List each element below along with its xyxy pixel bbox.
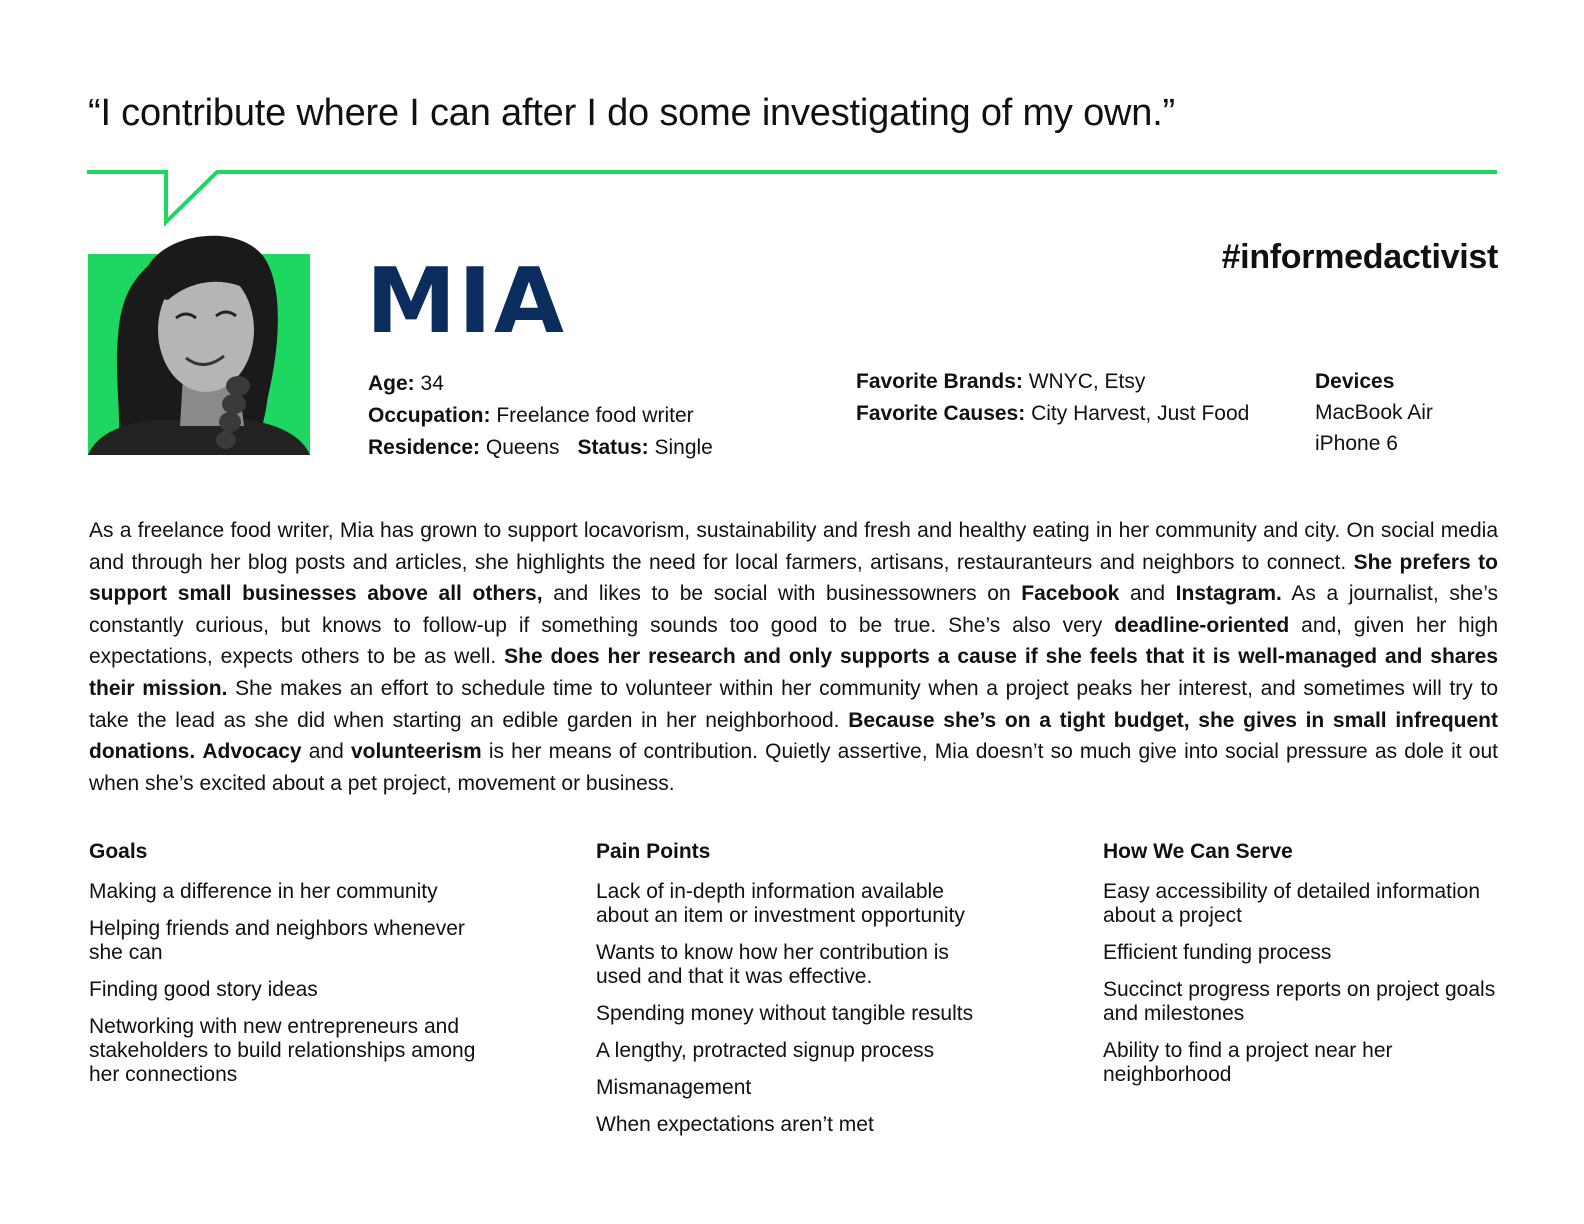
goals-list [89,880,489,1087]
list-item: Easy accessibility of detailed information about a project [1103,880,1481,927]
speech-bubble-outline [87,172,1497,222]
demographics [368,368,713,464]
bio-text: and, given her high expectations, expects others to be as well. [89,613,1499,669]
occupation-value: Freelance food writer [496,404,694,427]
bio-text: and [301,740,351,764]
list-item: Networking with new entrepreneurs and stakeholders to build relationships among her connections [89,1015,476,1086]
causes-value: City Harvest, Just Food [1031,402,1250,425]
age-row [368,368,713,400]
list-item: Wants to know how her contribution is used and that it was effective. [596,941,949,988]
causes-row [856,398,1249,430]
persona-quote: “I contribute where I can after I do some investigating of my own.” [88,92,1176,134]
age-value: 34 [420,372,444,395]
list-item: A lengthy, protracted signup process [596,1039,935,1062]
status-label: Status: [577,436,649,459]
portrait-photo [88,226,310,455]
causes-label: Favorite Causes: [856,402,1026,425]
age-label: Age: [368,372,415,395]
occupation-row [368,400,713,432]
bio-text: As a journalist, she’s constantly curious, but knows to follow-up if something sounds too good to be true. She’s also very [89,582,1498,637]
speech-bubble-line [0,0,1584,240]
persona-bio [89,515,1498,799]
residence-value: Queens [485,436,560,459]
serve-list [1103,880,1503,1087]
bio-text: As a freelance food writer, Mia has grown to support locavorism, sustainability and fresh and healthy eating in her community and city. On social media and through her blog posts and articles, she highlights the need for local farmers, artisans, restauranteurs and neighbors to connect. [89,519,1498,574]
pain-points-title: Pain Points [596,840,711,863]
bio-emphasis: She does her research and only supports a cause if she feels that it is well-managed and shares their mission. [89,645,1499,700]
pain-points-section [596,838,996,1150]
device-item: MacBook Air [1315,401,1433,424]
list-item: Lack of in-depth information available about an item or investment opportunity [596,880,965,927]
bio-text: and [1119,582,1176,606]
occupation-label: Occupation: [368,404,491,427]
bio-emphasis: deadline-oriented [1114,613,1290,637]
devices-label: Devices [1315,370,1395,393]
list-item: Succinct progress reports on project goals and milestones [1103,978,1496,1025]
list-item: Helping friends and neighbors whenever she can [89,917,465,964]
bio-text: is her means of contribution. Quietly assertive, Mia doesn’t so much give into social pressure as dole it out when she’s excited about a pet project, movement or business. [89,740,1498,795]
list-item: Finding good story ideas [89,978,318,1001]
list-item: Mismanagement [596,1076,752,1099]
persona-name: MIA [366,256,566,340]
bio-emphasis: Advocacy [202,740,302,764]
residence-label: Residence: [368,436,481,459]
status-value: Single [654,436,713,459]
persona-hashtag: #informedactivist [1221,238,1498,276]
device-item: iPhone 6 [1315,432,1398,455]
list-item: Ability to find a project near her neighborhood [1103,1039,1393,1086]
bio-text: and likes to be social with businessowners on [542,582,1022,606]
list-item: When expectations aren’t met [596,1113,874,1136]
goals-title: Goals [89,840,148,863]
brands-label: Favorite Brands: [856,370,1023,393]
bio-text: She makes an effort to schedule time to volunteer within her community when a project peaks her interest, and sometimes will try to take the lead as she did when starting an edible garden in her neighborhood. [89,676,1498,732]
bio-emphasis: volunteerism [350,740,482,764]
brands-value: WNYC, Etsy [1028,370,1146,393]
serve-section [1103,838,1503,1100]
list-item: Making a difference in her community [89,880,438,903]
bio-emphasis: She prefers to support small businesses above all others, [89,550,1498,606]
serve-title: How We Can Serve [1103,840,1293,863]
devices [1315,366,1433,459]
residence-row [368,432,713,464]
favorites [856,366,1249,430]
persona-name-logo [366,256,586,340]
bio-emphasis: Instagram. [1175,582,1282,606]
goals-section [89,838,489,1100]
pain-points-list [596,880,996,1137]
brands-row [856,366,1249,398]
bio-emphasis: Facebook [1021,582,1120,606]
list-item: Spending money without tangible results [596,1002,974,1025]
list-item: Efficient funding process [1103,941,1332,964]
bio-emphasis: Because she’s on a tight budget, she gives in small infrequent donations. [89,708,1498,764]
